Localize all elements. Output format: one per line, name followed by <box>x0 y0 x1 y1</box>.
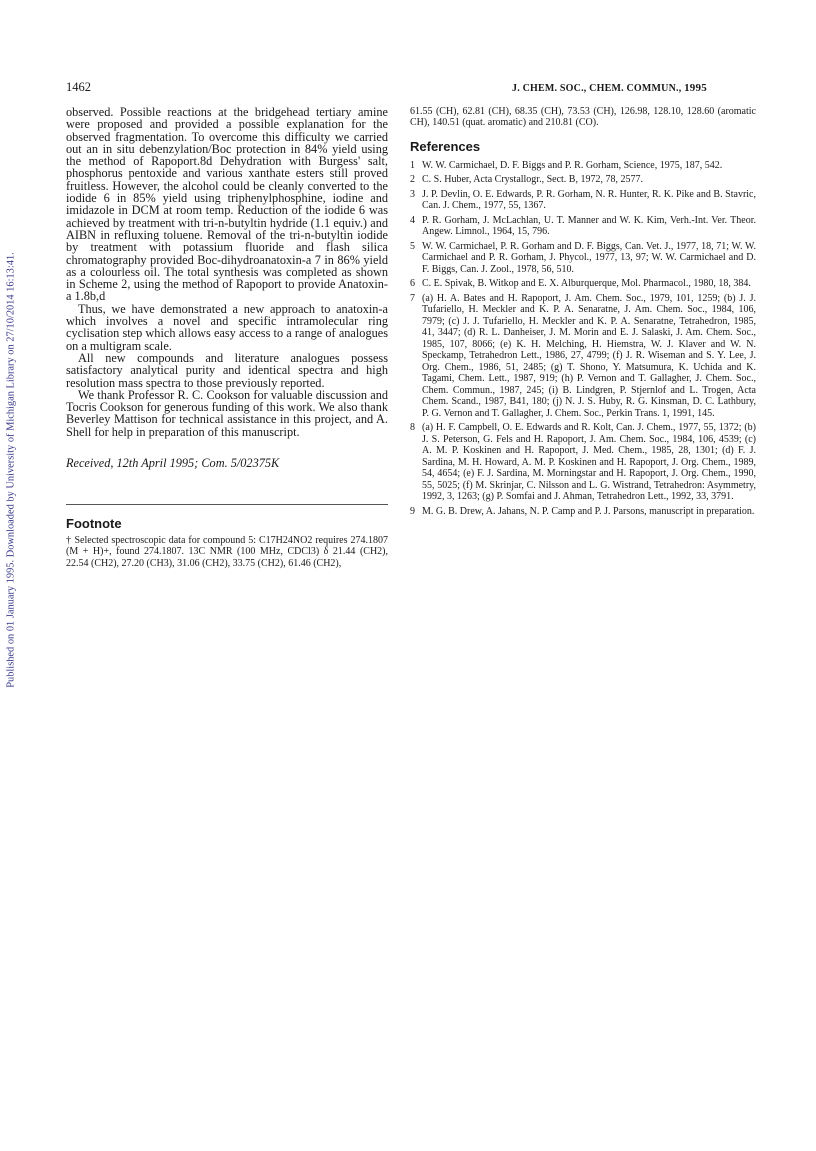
reference-item <box>410 174 756 186</box>
reference-text: C. E. Spivak, B. Witkop and E. X. Alburquerque, Mol. Pharmacol., 1980, 18, 384. <box>422 278 751 290</box>
reference-text: P. R. Gorham, J. McLachlan, U. T. Manner and W. K. Kim, Verh.-Int. Ver. Theor. Angew. Limnol., 1964, 15, 796. <box>422 214 756 238</box>
page-number: 1462 <box>66 80 91 94</box>
left-column <box>66 106 388 569</box>
footnote-continuation: 61.55 (CH), 62.81 (CH), 68.35 (CH), 73.53 (CH), 126.98, 128.10, 128.60 (aromatic CH), 140.51 (quat. aromatic) and 210.81 (CO). <box>410 106 756 129</box>
reference-text: W. W. Carmichael, D. F. Biggs and P. R. Gorham, Science, 1975, 187, 542. <box>422 159 723 171</box>
reference-number: 3 <box>410 188 415 200</box>
footnote-text: † Selected spectroscopic data for compound 5: C17H24NO2 requires 274.1807 (M + H)+, found 274.1807. 13C NMR (100 MHz, CDCl3) δ 21.44 (CH2), 22.54 (CH2), 27.20 (CH3), 31.06 (CH2), 33.75 (CH2), 61.46 (CH2), <box>66 535 388 569</box>
reference-number: 8 <box>410 422 415 434</box>
reference-number: 4 <box>410 214 415 226</box>
running-head <box>512 82 707 94</box>
running-head-year: 1995 <box>684 82 707 94</box>
reference-item <box>410 215 756 238</box>
reference-text: (a) H. F. Campbell, O. E. Edwards and R. Kolt, Can. J. Chem., 1977, 55, 1372; (b) J. S. Peterson, G. Fels and H. Rapoport, J. Am. Chem. Soc., 1984, 106, 4539; (c) A. M. P. Koskinen and H. Rapoport, J. Med. Chem., 1985, 28, 1301; (d) F. J. Sardina, M. H. Howard, A. M. P. Koskinen and H. Rapoport, J. Org. Chem., 1989, 54, 4654; (e) F. J. Sardina, M. Morningstar and H. Rapoport, J. Org. Chem., 1990, 55, 5025; (f) M. Skrinjar, C. Nilsson and L. G. Wistrand, Tetrahedron: Asymmetry, 1992, 3, 1263; (g) P. Somfai and J. Ahman, Tetrahedron Lett., 1992, 33, 3791. <box>422 422 756 503</box>
references-heading: References <box>410 138 481 154</box>
reference-item <box>410 293 756 420</box>
reference-item <box>410 278 756 290</box>
received-line: Received, 12th April 1995; Com. 5/02375K <box>66 456 280 471</box>
body-paragraph-1: observed. Possible reactions at the bridgehead tertiary amine were proposed and provided a possible explanation for the observed fragmentation. To overcome this difficulty we carried out an in situ debenzylation/Boc protection in 84% yield using the method of Rapoport.8d Dehydration with Burgess' salt, phosphorus pentoxide and various xanthate esters still proved fruitless. However, the alcohol could be cleanly converted to the iodide 6 in 85% yield using triphenylphosphine, iodine and imidazole in DCM at room temp. Reduction of the iodide 6 was achieved by treatment with tri-n-butyltin hydride (1.1 equiv.) and AIBN in refluxing toluene. Removal of the tri-n-butyltin iodide by treatment with potassium fluoride and flash silica chromatography provided Boc-dihydroanatoxin-a 7 in 86% yield as a colourless oil. The total synthesis was completed as shown in Scheme 2, using the method of Rapoport to provide Anatoxin-a 1.8b,d <box>66 105 388 304</box>
reference-number: 1 <box>410 159 415 171</box>
reference-item <box>410 189 756 212</box>
reference-text: (a) H. A. Bates and H. Rapoport, J. Am. Chem. Soc., 1979, 101, 1259; (b) J. J. Tufariello, H. Meckler and K. P. A. Senaratne, J. Am. Chem. Soc., 1984, 106, 7979; (c) J. J. Tufariello, H. Meckler and K. P. A. Senaratne, Tetrahedron, 1985, 41, 3447; (d) R. L. Danheiser, J. M. Morin and E. J. Salaski, J. Am. Chem. Soc., 1985, 107, 8066; (e) K. H. Melching, H. Hiemstra, W. J. Klaver and W. N. Speckamp, Tetrahedron Lett., 1986, 27, 4799; (f) J. R. Wiseman and S. Y. Lee, J. Org. Chem., 1986, 51, 2485; (g) T. Shono, Y. Matsumura, K. Uchida and K. Tagami, Chem. Lett., 1987, 919; (h) P. Vernon and T. Gallagher, J. Chem. Soc., Chem. Commun., 1987, 245; (i) B. Lindgren, P. Stjernlof and L. Trogen, Acta Chem. Scand., 1987, B41, 180; (j) N. J. S. Huby, R. G. Kinsman, D. C. Lathbury, P. G. Vernon and T. Gallagher, J. Chem. Soc., Perkin Trans. 1, 1991, 145. <box>422 292 756 419</box>
footnote-divider <box>66 504 388 505</box>
reference-text: M. G. B. Drew, A. Jahans, N. P. Camp and P. J. Parsons, manuscript in preparation. <box>422 505 755 517</box>
reference-item <box>410 506 756 518</box>
reference-item <box>410 241 756 276</box>
reference-number: 7 <box>410 292 415 304</box>
acknowledgements: We thank Professor R. C. Cookson for valuable discussion and Tocris Cookson for generous funding of this work. We also thank Beverley Mattison for technical assistance in this project, and A. Shell for help in preparation of this manuscript. <box>66 387 388 439</box>
reference-text: W. W. Carmichael, P. R. Gorham and D. F. Biggs, Can. Vet. J., 1977, 18, 71; W. W. Carmichael and P. R. Gorham, J. Phycol., 1977, 13, 97; W. W. Carmichael and D. F. Biggs, Can. J. Zool., 1978, 56, 510. <box>422 240 756 275</box>
body-paragraph-2: Thus, we have demonstrated a new approach to anatoxin-a which involves a novel and specific intramolecular ring cyclisation step which allows easy access to a range of analogues on a multigram scale. <box>66 301 388 353</box>
reference-number: 5 <box>410 240 415 252</box>
download-watermark <box>4 230 18 710</box>
references-list <box>410 160 756 518</box>
download-watermark-text: Published on 01 January 1995. Downloaded by University of Michigan Library on 27/10/2014 16:13:41. <box>5 252 17 688</box>
reference-number: 6 <box>410 278 415 290</box>
reference-text: C. S. Huber, Acta Crystallogr., Sect. B, 1972, 78, 2577. <box>422 174 643 186</box>
footnote-heading: Footnote <box>66 516 122 532</box>
reference-number: 9 <box>410 505 415 517</box>
right-column <box>410 106 756 520</box>
reference-item <box>410 160 756 172</box>
reference-text: J. P. Devlin, O. E. Edwards, P. R. Gorham, N. R. Hunter, R. K. Pike and B. Stavric, Can. J. Chem., 1977, 55, 1367. <box>422 188 756 212</box>
running-head-journal: J. CHEM. SOC., CHEM. COMMUN., <box>512 83 682 94</box>
reference-item <box>410 422 756 503</box>
reference-number: 2 <box>410 174 415 186</box>
body-paragraph-3: All new compounds and literature analogues possess satisfactory analytical purity and identical spectra and high resolution mass spectra to those previously reported. <box>66 350 388 390</box>
